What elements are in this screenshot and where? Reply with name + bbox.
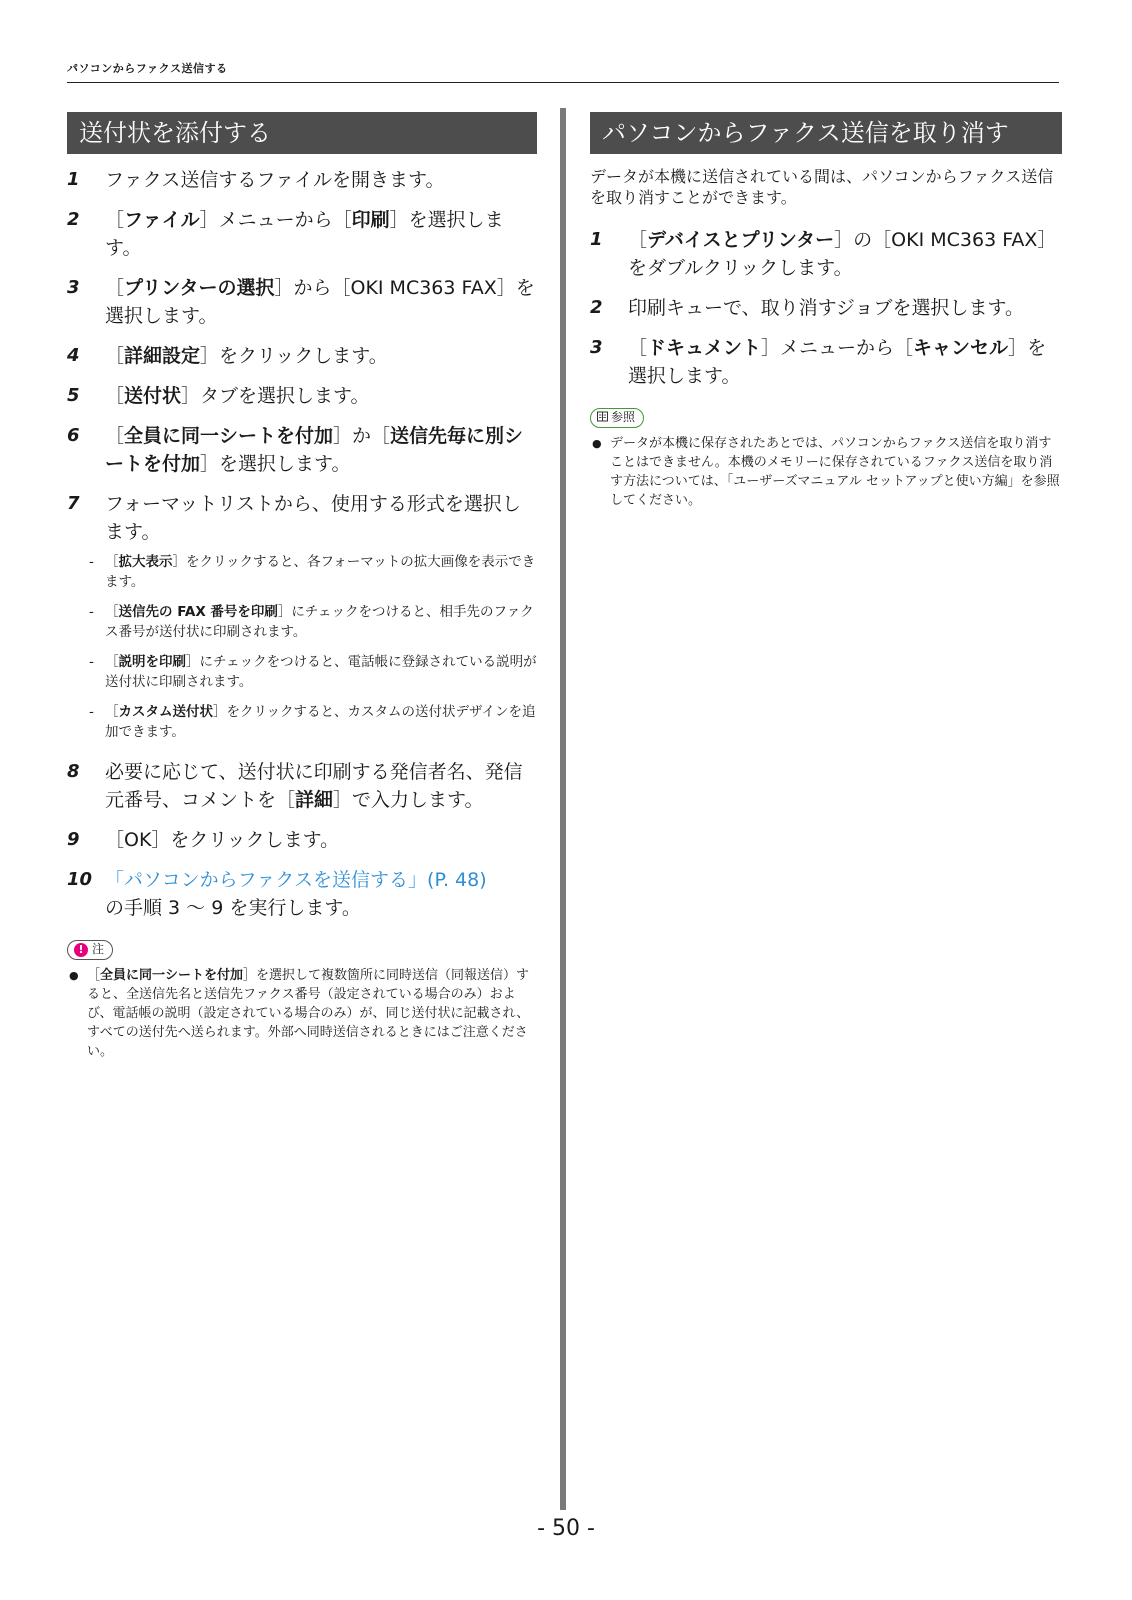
step-3	[590, 334, 1062, 390]
sub-item-print-description	[67, 652, 537, 692]
sub-item-text: ］をクリックすると、カスタムの送付状デザインを追加できます。	[105, 704, 536, 740]
step-text: ［	[105, 209, 125, 231]
step-text: ［	[628, 337, 648, 359]
option-select-printer: プリンターの選択	[124, 277, 275, 299]
reference-label: 参照	[611, 410, 636, 424]
step-5	[67, 382, 537, 410]
dash-marker: -	[89, 554, 94, 570]
step-text: ］の［OKI MC363 FAX］をダブルクリックします。	[628, 229, 1057, 279]
option-zoom: 拡大表示	[118, 554, 173, 570]
cross-reference-link[interactable]: 「パソコンからファクスを送信する」(P. 48)	[105, 869, 487, 891]
sub-item-text: ］にチェックをつけると、電話帳に登録されている説明が送付状に印刷されます。	[105, 654, 537, 690]
step-number: 2	[67, 209, 80, 230]
step-text: ［	[105, 425, 125, 447]
left-column	[67, 112, 537, 1061]
sub-item-text: ］にチェックをつけると、相手先のファクス番号が送付状に印刷されます。	[105, 604, 534, 640]
section-intro: データが本機に送信されている間は、パソコンからファクス送信を取り消すことができます。	[590, 167, 1054, 207]
option-print-description: 説明を印刷	[118, 654, 186, 670]
step-number: 9	[67, 829, 80, 850]
exclamation-icon: !	[74, 943, 88, 957]
menu-name-document: ドキュメント	[647, 337, 762, 359]
step-text: の手順 3 〜 9 を実行します。	[105, 897, 361, 919]
step-text: ［OK］をクリックします。	[105, 829, 340, 851]
step-text: 必要に応じて、送付状に印刷する発信者名、発信元番号、コメントを［	[105, 761, 523, 811]
step-number: 3	[590, 337, 603, 358]
step-number: 2	[590, 297, 603, 318]
step-text: ］を選択します。	[200, 453, 351, 475]
step-text: ］タブを選択します。	[181, 385, 370, 407]
step-number: 4	[67, 345, 80, 366]
dash-marker: -	[89, 704, 94, 720]
step-text: ］か［	[333, 425, 391, 447]
step-text: ］を選択します。	[628, 337, 1047, 387]
step-text: ［	[105, 385, 125, 407]
dash-marker: -	[89, 654, 94, 670]
caution-badge	[67, 940, 113, 960]
column-divider	[560, 108, 566, 1510]
step-number: 6	[67, 425, 80, 446]
tab-cover-sheet: 送付状	[124, 385, 182, 407]
dash-marker: -	[89, 604, 94, 620]
step-text: ファクス送信するファイルを開きます。	[105, 169, 445, 191]
sub-item-zoom	[67, 552, 537, 592]
step-number: 7	[67, 493, 80, 514]
step-text: フォーマットリストから、使用する形式を選択します。	[105, 493, 521, 543]
menu-name-file: ファイル	[124, 209, 200, 231]
sub-item-text: ［	[105, 604, 119, 620]
reference-badge	[590, 408, 644, 428]
step-number: 3	[67, 277, 80, 298]
step-text: ］で入力します。	[333, 789, 484, 811]
sub-item-text: ［	[105, 554, 119, 570]
option-same-sheet-all: 全員に同一シートを付加	[100, 968, 244, 983]
step-2	[590, 294, 1062, 322]
option-same-sheet-all: 全員に同一シートを付加	[124, 425, 334, 447]
sub-item-text: ［	[105, 654, 119, 670]
option-devices-and-printers: デバイスとプリンター	[647, 229, 835, 251]
option-details: 詳細	[295, 789, 334, 811]
step-10	[67, 866, 537, 922]
note-text: ］を選択して複数箇所に同時送信（同報送信）すると、全送信先名と送信先ファクス番号（設定されている場合のみ）および、電話帳の説明（設定されている場合のみ）が、同じ送付状に記載され、すべての送付先へ送られます。外部へ同時送信されるときにはご注意ください。	[87, 968, 530, 1059]
step-number: 1	[67, 169, 80, 190]
step-7	[67, 490, 537, 546]
caution-note	[67, 966, 537, 1061]
step-text: ］を選択します。	[105, 209, 504, 259]
note-text: データが本機に保存されたあとでは、パソコンからファクス送信を取り消すことはできません。本機のメモリーに保存されているファクス送信を取り消す方法については、「ユーザーズマニュアル セットアップと使い方編」を参照してください。	[610, 436, 1060, 508]
step-6	[67, 422, 537, 478]
bullet-icon: ●	[69, 969, 79, 982]
sub-item-text: ［	[105, 704, 119, 720]
section-title-cancel-fax: パソコンからファクス送信を取り消す	[590, 112, 1062, 154]
note-text: ［	[87, 968, 101, 983]
step-3	[67, 274, 537, 330]
step-text: 印刷キューで、取り消すジョブを選択します。	[628, 297, 1024, 319]
caution-label: 注	[92, 942, 105, 956]
option-print-fax-number: 送信先の FAX 番号を印刷	[118, 604, 278, 620]
step-number: 5	[67, 385, 80, 406]
running-head: パソコンからファクス送信する	[67, 60, 1059, 83]
option-separate-sheet-each: 送信先毎に別シートを付加	[105, 425, 524, 475]
step-1	[590, 226, 1062, 282]
step-number: 10	[67, 869, 93, 890]
menu-item-cancel: キャンセル	[913, 337, 1009, 359]
page-number: - 50 -	[537, 1516, 595, 1541]
option-advanced: 詳細設定	[124, 345, 201, 367]
menu-name-print: 印刷	[351, 209, 390, 231]
step-2	[67, 206, 537, 262]
step-text: ］メニューから［	[761, 337, 914, 359]
option-custom-cover: カスタム送付状	[118, 704, 213, 720]
step-9	[67, 826, 537, 854]
step-text: ［	[105, 277, 125, 299]
section-title-cover-sheet: 送付状を添付する	[67, 112, 537, 154]
step-8	[67, 758, 537, 814]
bullet-icon: ●	[592, 437, 602, 450]
step-text: ］をクリックします。	[200, 345, 388, 367]
sub-item-text: ］をクリックすると、各フォーマットの拡大画像を表示できます。	[105, 554, 536, 590]
step-number: 8	[67, 761, 80, 782]
right-column	[590, 112, 1062, 510]
step-text: ［	[628, 229, 648, 251]
sub-item-custom-cover	[67, 702, 537, 742]
book-icon	[597, 409, 608, 426]
sub-item-print-fax-number	[67, 602, 537, 642]
step-text: ］から［OKI MC363 FAX］を選択します。	[105, 277, 535, 327]
reference-note	[590, 434, 1062, 510]
step-number: 1	[590, 229, 603, 250]
step-1	[67, 166, 537, 194]
step-4	[67, 342, 537, 370]
step-text: ］メニューから［	[199, 209, 352, 231]
step-text: ［	[105, 345, 125, 367]
